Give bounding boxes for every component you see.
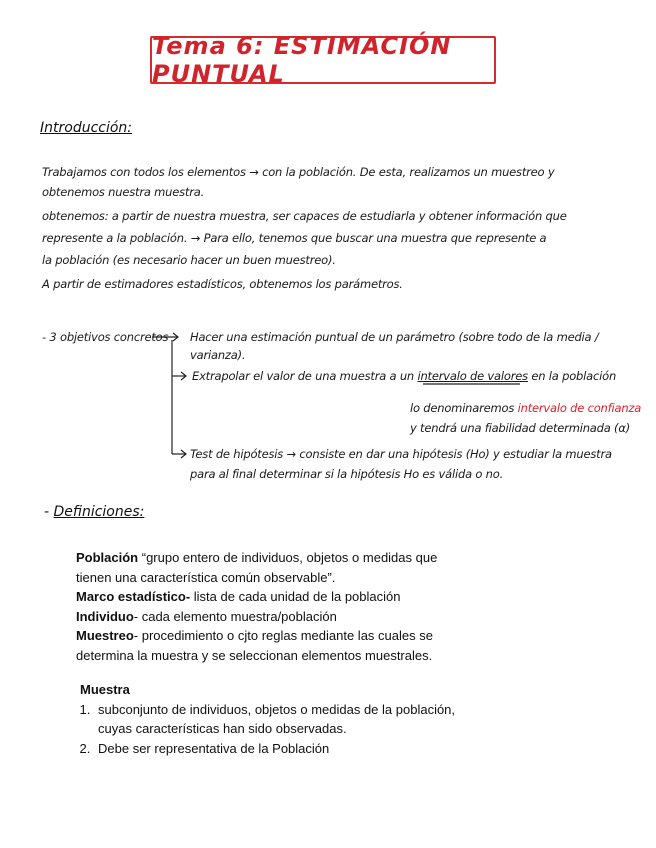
intro-line: obtenemos nuestra muestra. [42,185,205,199]
definition-line: Individuo- cada elemento muestra/población [76,608,337,624]
muestra-list [74,700,540,759]
list-item: 1. subconjunto de individuos, objetos o medidas de la población, cuyas características han sido observadas. [94,700,540,739]
objective-item: Hacer una estimación puntual de un parámetro (sobre todo de la media / varianza). [190,330,599,362]
definition-line: Población “grupo entero de individuos, objetos o medidas que [76,550,438,565]
definition-line: determina la muestra y se seleccionan elementos muestrales. [76,647,433,663]
objectives-lead: - 3 objetivos concretos [42,330,169,344]
intro-heading: Introducción: [40,120,133,136]
intro-line: represente a la población. → Para ello, tenemos que buscar una muestra que represente a [42,231,547,245]
definition-line: Marco estadístico- lista de cada unidad de la población [76,589,401,604]
definitions-heading: - Definiciones: [44,504,145,520]
intro-line: obtenemos: a partir de nuestra muestra, ser capaces de estudiarla y obtener información que [42,209,567,223]
muestra-block [80,680,540,758]
intro-line: la población (es necesario hacer un buen muestreo). [42,253,336,267]
definition-line: tienen una característica común observable”. [76,569,336,585]
objective-item: Test de hipótesis → consiste en dar una hipótesis (Ho) y estudiar la muestra para al final determinar si la hipótesis Ho es válida o no. [190,447,612,481]
definition-line: Muestreo- procedimiento o cjto reglas mediante las cuales se [76,628,433,643]
muestra-title: Muestra [80,682,130,697]
intro-line: A partir de estimadores estadísticos, obtenemos los parámetros. [42,277,403,291]
list-item: 2. Debe ser representativa de la Población [94,739,540,759]
intro-line: Trabajamos con todos los elementos → con la población. De esta, realizamos un muestreo y [42,165,555,179]
definitions-block [76,548,536,665]
confidence-interval-note: lo denominaremos intervalo de confianza y tendrá una fiabilidad determinada (α) [410,401,642,435]
objective-item: Extrapolar el valor de una muestra a un intervalo de valores en la población [192,369,617,383]
page-title: Tema 6: ESTIMACIÓN PUNTUAL [152,32,452,88]
